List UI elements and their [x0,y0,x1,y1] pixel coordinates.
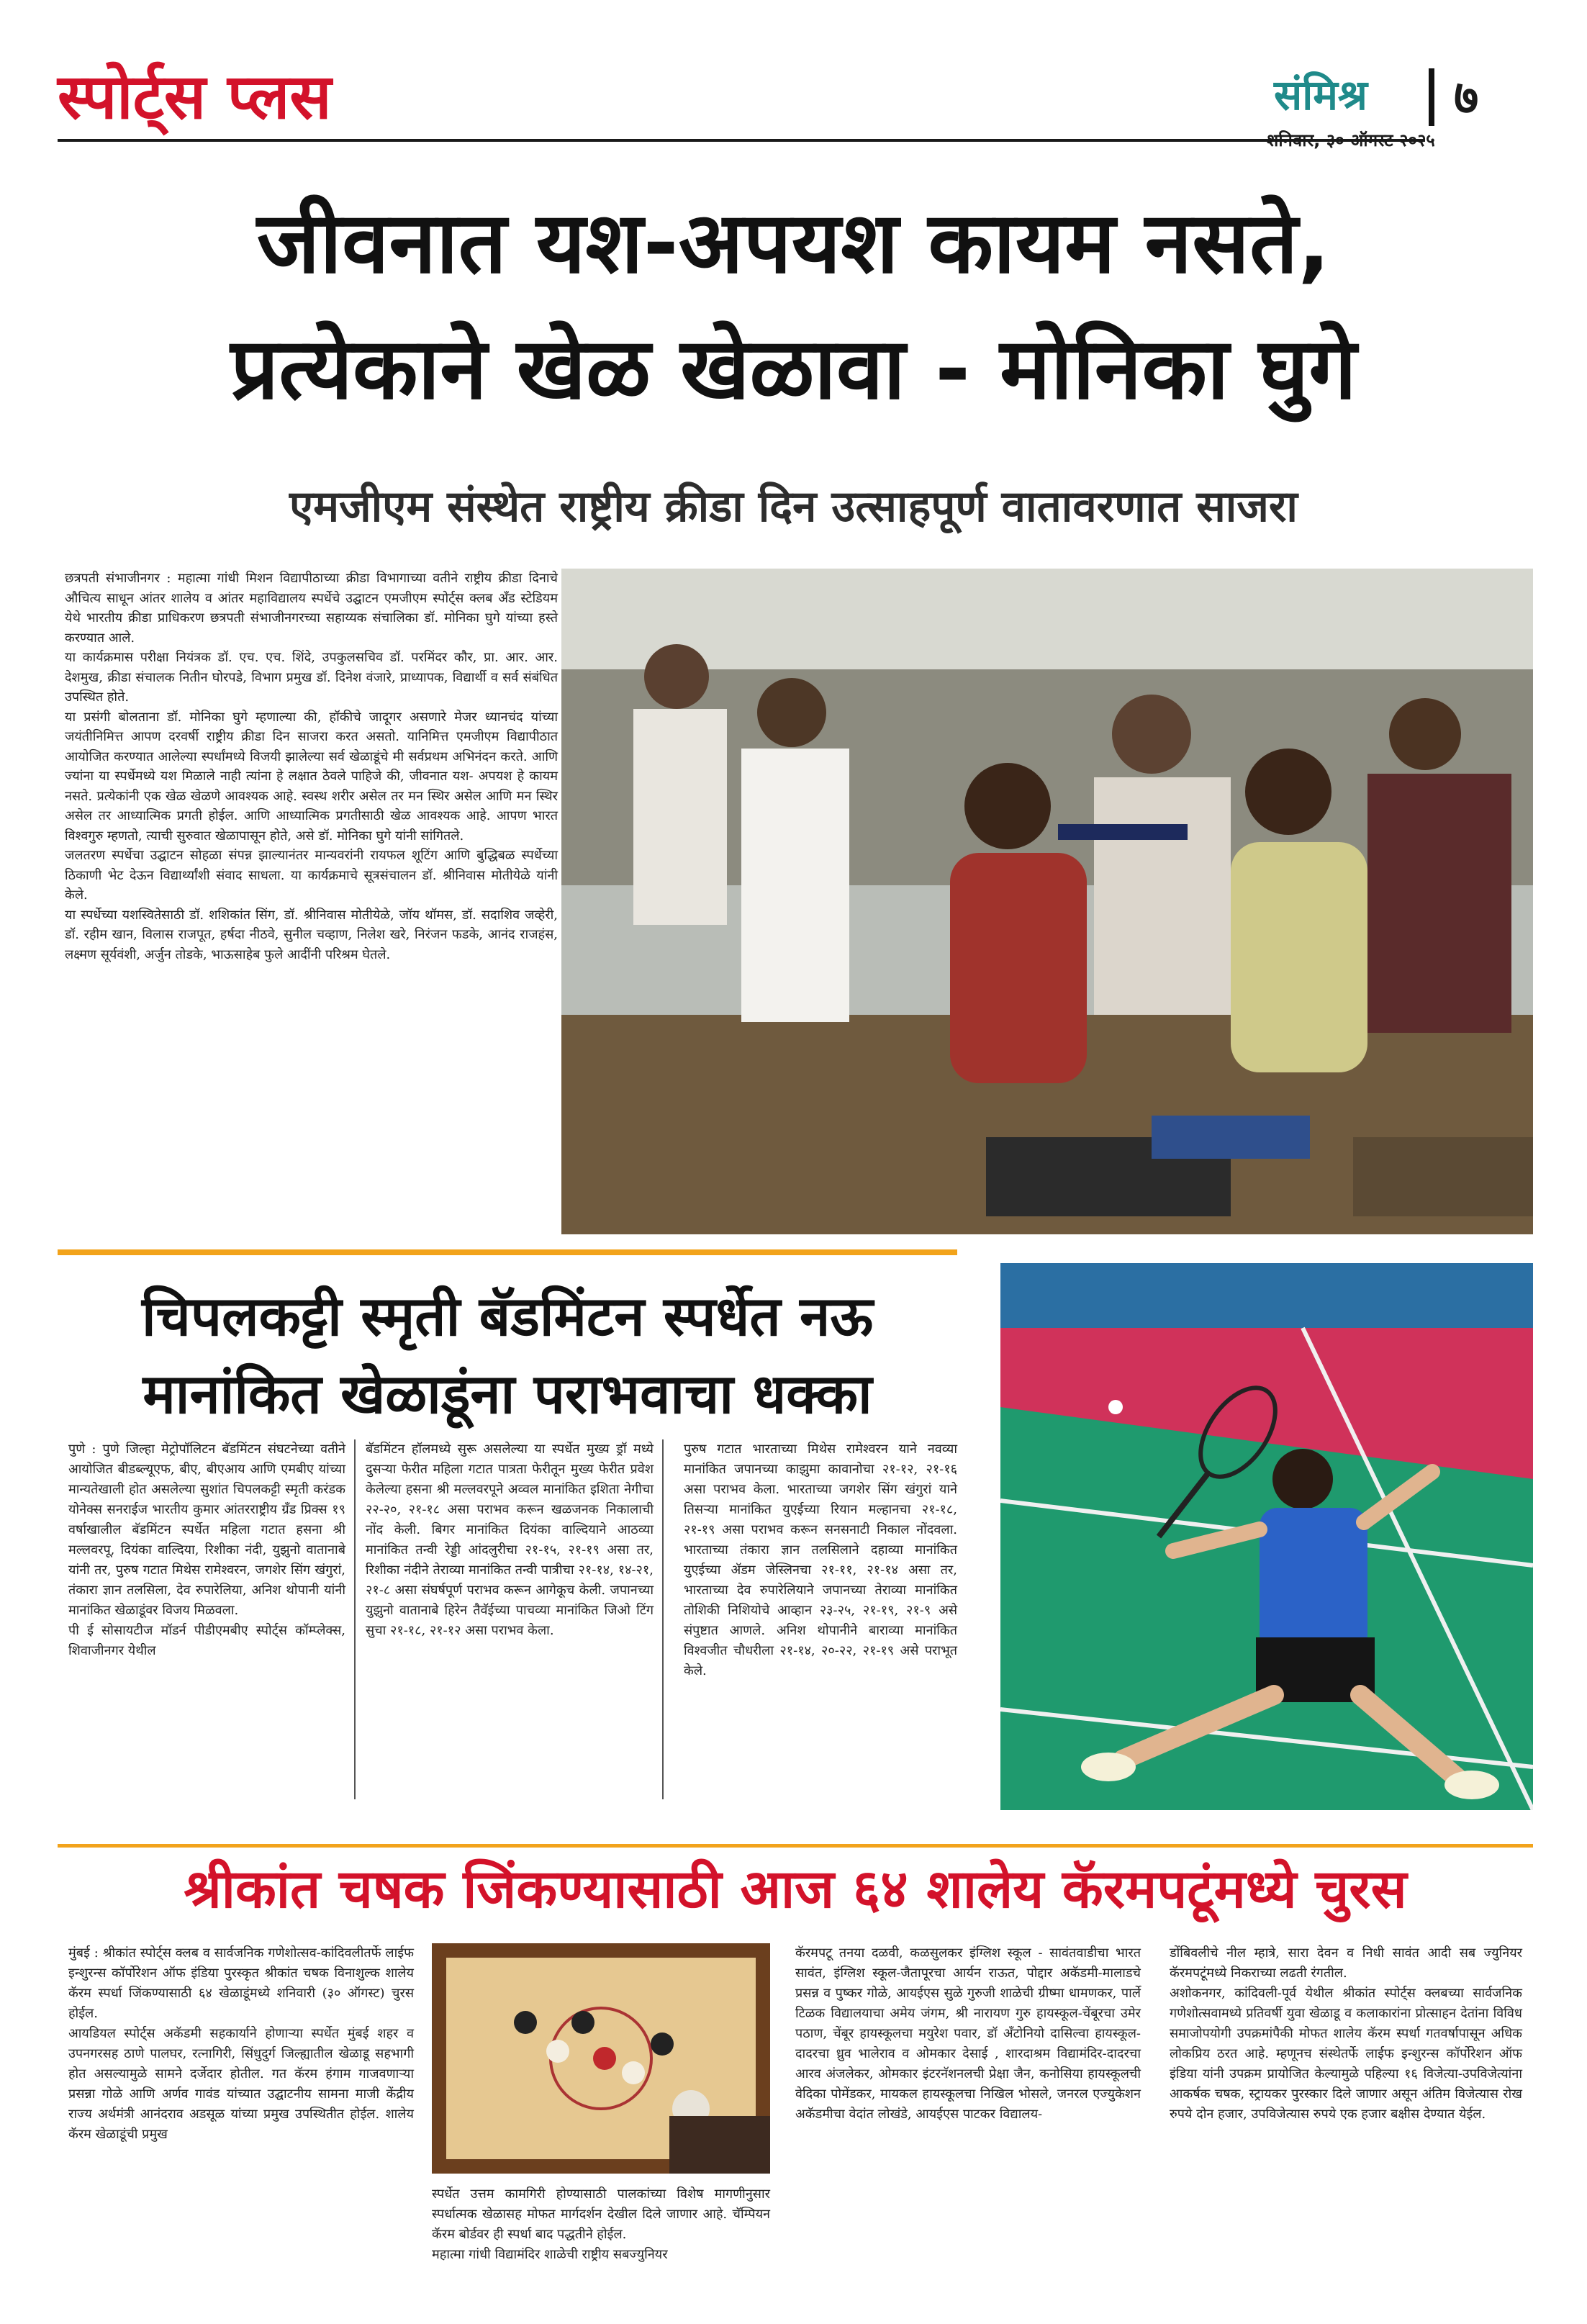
story2-photo-badminton [1000,1263,1533,1810]
story2-headline: चिपलकट्टी स्मृती बॅडमिंटन स्पर्धेत नऊ मानांकित खेळाडूंना पराभवाचा धक्का [141,1284,873,1426]
story3-col2: स्पर्धेत उत्तम कामगिरी होण्यासाठी पालकांच्या विशेष मागणीनुसार स्पर्धात्मक खेळासह मोफत मार्गदर्शन देखील दिले जाणार आहे. चॅम्पियन कॅरम बोर्डवर ही स्पर्धा बाद पद्धतीने होईल. महात्मा गांधी विद्यामंदिर शाळेची राष्ट्रीय सबज्युनियर [432,2187,770,2262]
category-label: संमिश्र [1274,71,1367,119]
issue-date: शनिवार, ३० ऑगस्ट २०२५ [1267,130,1435,150]
story2-col2: बॅडमिंटन हॉलमध्ये सुरू असलेल्या या स्पर्धेत मुख्य ड्रॉ मध्ये दुसऱ्या फेरीत महिला गटात पात्रता फेरीतून मुख्य फेरीत प्रवेश केलेल्या हसना श्री मल्लवरपूने अव्वल मानांकित इशिता नेगीचा २२-२०, २१-१८ असा पराभव करून खळजनक निकालाची नोंद केली. बिगर मानांकित दियंका वाल्दियाने आठव्या मानांकित तन्वी रेड्डी आंदलुरीचा २१-१५, २१-१९ असा तर, रिशीका नंदीने तेराव्या मानांकित तन्वी पात्रीचा २१-१४, १४-२१, २१-८ असा संघर्षपूर्ण पराभव करून आगेकूच केली. जपानच्या युझुनो वातानाबे हिरेन तैवॅईच्या पाचव्या मानांकित जिओ टिंग सुचा २१-१८, २१-१२ असा पराभव केला. [366,1442,654,1638]
story3-photo-carrom [432,1943,770,2174]
masthead-divider [1429,68,1434,126]
masthead-rule [58,139,1425,142]
section-title: स्पोर्ट्स प्लस [58,61,332,133]
story1-divider [58,1249,957,1255]
story2-divider [58,1844,1533,1848]
story3-col3: कॅरमपटू तनया दळवी, कळसुलकर इंग्लिश स्कूल - सावंतवाडीचा भारत सावंत, इंग्लिश स्कूल-जैतापूरचा आर्यन राऊत, पोद्दार अकॅडमी-मालाडचे प्रसन्न व पुष्कर गोळे, आयईएस सुळे गुरुजी शाळेची ग्रीष्मा धामणकर, पार्ले टिळक विद्यालयाचा अमेय जंगम, श्री नारायण गुरु हायस्कूल-चेंबूरचा उमेर पठाण, चेंबूर हायस्कूलचा मयुरेश पवार, डॉ अँटोनियो दासिल्वा हायस्कूल-दादरचा ध्रुव भालेराव व ओमकार देसाई , शारदाश्रम विद्यामंदिर-दादरचा आरव अंजलेकर, ओमकार इंटरनॅशनलची प्रेक्षा जैन, कनोसिया हायस्कूलची वेदिका पोमेंडकर, मायकल हायस्कूलचा निखिल भोसले, जनरल एज्युकेशन अकॅडमीचा वेदांत लोखंडे, आयईएस पाटकर विद्यालय- [795,1945,1141,2122]
story2-col3: पुरुष गटात भारताच्या मिथेस रामेश्वरन याने नवव्या मानांकित जपानच्या काझुमा कावानोचा २१-१२, २१-१६ असा पराभव केला. भारताच्या जगशेर सिंग खंगुरां याने तिसऱ्या मानांकित युएईच्या रियान मल्हानचा २१-१८, २१-१९ असा पराभव करून सनसनाटी निकाल नोंदवला. भारताच्या तंकारा ज्ञान तलसिलाने दहाव्या मानांकित युएईच्या ॲडम जेस्लिनचा २१-११, २१-१४ असा तर, भारताच्या देव रुपारेलियाने जपानच्या तेराव्या मानांकित तोशिकी निशियोचे आव्हान २३-२५, २१-१९, २१-९ असे संपुष्टात आणले. अनिश थोपानीने बाराव्या मानांकित विश्वजीत चौधरीला २१-१४, २०-२२, २१-१९ असे पराभूत केले. [684,1442,957,1678]
story2-col-divider-2 [662,1439,664,1799]
story3-headline: श्रीकांत चषक जिंकण्यासाठी आज ६४ शालेय कॅरमपटूंमध्ये चुरस [184,1858,1407,1920]
story2-col-divider-1 [354,1439,356,1799]
page-number: ७ [1454,70,1479,125]
story1-body: छत्रपती संभाजीनगर : महात्मा गांधी मिशन विद्यापीठाच्या क्रीडा विभागाच्या वतीने राष्ट्रीय क्रीडा दिनाचे औचित्य साधून आंतर शालेय व आंतर महाविद्यालय स्पर्धेचे उद्घाटन एमजीएम स्पोर्ट्स क्लब अँड स्टेडियम येथे भारतीय क्रीडा प्राधिकरण छत्रपती संभाजीनगरच्या सहाय्यक संचालिका डॉ. मोनिका घुगे यांच्या हस्ते करण्यात आले. या कार्यक्रमास परीक्षा नियंत्रक डॉ. एच. एच. शिंदे, उपकुलसचिव डॉ. परमिंदर कौर, प्रा. आर. आर. देशमुख, क्रीडा संचालक नितीन घोरपडे, विभाग प्रमुख डॉ. दिनेश वंजारे, प्राध्यापक, विद्यार्थी व सर्व संबंधित उपस्थित होते. या प्रसंगी बोलताना डॉ. मोनिका घुगे म्हणाल्या की, हॉकीचे जादूगर असणारे मेजर ध्यानचंद यांच्या जयंतीनिमित्त आपण दरवर्षी राष्ट्रीय क्रीडा दिन साजरा करत असतो. यानिमित्त एमजीएम विद्यापीठात आयोजित करण्यात आलेल्या स्पर्धांमध्ये विजयी झालेल्या सर्व खेळाडूंचे मी सर्वप्रथम अभिनंदन करते. आणि ज्यांना या स्पर्धेमध्ये यश मिळाले नाही त्यांना हे लक्षात ठेवले पाहिजे की, जीवनात यश- अपयश हे कायम नसते. प्रत्येकांनी एक खेळ खेळणे आवश्यक आहे. स्वस्थ शरीर असेल तर मन स्थिर असेल आणि मन स्थिर असेल तर आध्यात्मिक प्रगती होईल. आणि आध्यात्मिक प्रगतीसाठी खेळ आवश्यक आहे. आपण भारत विश्वगुरु म्हणतो, त्याची सुरुवात खेळापासून होते, असे डॉ. मोनिका घुगे यांनी सांगितले. जलतरण स्पर्धेचा उद्घाटन सोहळा संपन्न झाल्यानंतर मान्यवरांनी रायफल शूटिंग आणि बुद्धिबळ स्पर्धेच्या ठिकाणी भेट देऊन विद्यार्थ्यांशी संवाद साधला. या कार्यक्रमाचे सूत्रसंचालन डॉ. श्रीनिवास मोतीयेळे यांनी केले. या स्पर्धेच्या यशस्वितेसाठी डॉ. शशिकांत सिंग, डॉ. श्रीनिवास मोतीयेळे, जॉय थॉमस, डॉ. सदाशिव जव्हेरी, डॉ. रहीम खान, विलास राजपूत, हर्षदा नीठवे, सुनील चव्हाण, निलेश खरे, निरंजन फडके, आनंद राजहंस, लक्ष्मण सूर्यवंशी, अर्जुन तोडके, भाऊसाहेब फुले आदींनी परिश्रम घेतले. [65,571,558,962]
story1-subhead: एमजीएम संस्थेत राष्ट्रीय क्रीडा दिन उत्साहपूर्ण वातावरणात साजरा [289,481,1298,532]
story2-col1: पुणे : पुणे जिल्हा मेट्रोपॉलिटन बॅडमिंटन संघटनेच्या वतीने आयोजित बीडब्ल्यूएफ, बीए, बीएआय आणि एमबीए यांच्या मान्यतेखाली होत असलेल्या सुशांत चिपलकट्टी स्मृती करंडक योनेक्स सनराईज भारतीय कुमार आंतरराष्ट्रीय ग्रँड प्रिक्स १९ वर्षाखालील बॅडमिंटन स्पर्धेत महिला गटात हसना श्री मल्लवरपू, दियंका वाल्दिया, रिशीका नंदी, युझुनो वातानाबे यांनी तर, पुरुष गटात मिथेस रामेश्वरन, जगशेर सिंग खंगुरां, तंकारा ज्ञान तलसिला, देव रुपारेलिया, अनिश थोपानी यांनी मानांकित खेळाडूंवर विजय मिळवला. पी ई सोसायटीज मॉडर्न पीडीएमबीए स्पोर्ट्स कॉम्प्लेक्स, शिवाजीनगर येथील [68,1442,345,1658]
story1-headline: जीवनात यश-अपयश कायम नसते, प्रत्येकाने खेळ खेळावा - मोनिका घुगे [230,193,1357,418]
story3-col4: डोंबिवलीचे नील म्हात्रे, सारा देवन व निधी सावंत आदी सब ज्युनियर कॅरमपटूंमध्ये निकराच्या लढती रंगतील. अशोकनगर, कांदिवली-पूर्व येथील श्रीकांत स्पोर्ट्स क्लबच्या सार्वजनिक गणेशोत्सवामध्ये प्रतिवर्षी युवा खेळाडू व कलाकारांना प्रोत्साहन देतांना विविध समाजोपयोगी उपक्रमांपैकी मोफत शालेय कॅरम स्पर्धा गतवर्षापासून अधिक लोकप्रिय ठरत आहे. म्हणूनच संस्थेतर्फे लाईफ इन्शुरन्स कॉर्पोरेशन ऑफ इंडिया यांनी उपक्रम प्रायोजित केल्यामुळे पहिल्या १६ विजेत्या-उपविजेत्यांना आकर्षक चषक, स्ट्रायकर पुरस्कार दिले जाणार असून अंतिम विजेत्यास रोख रुपये दोन हजार, उपविजेत्यास रुपये एक हजार बक्षीस देण्यात येईल. [1170,1945,1522,2122]
story1-photo-rifle-shooting [561,569,1533,1234]
story3-col1: मुंबई : श्रीकांत स्पोर्ट्स क्लब व सार्वजनिक गणेशोत्सव-कांदिवलीतर्फे लाईफ इन्शुरन्स कॉर्पोरेशन ऑफ इंडिया पुरस्कृत श्रीकांत चषक विनाशुल्क शालेय कॅरम स्पर्धा जिंकण्यासाठी ६४ खेळाडूंमध्ये शनिवारी (३० ऑगस्ट) चुरस होईल. आयडियल स्पोर्ट्स अकॅडमी सहकार्याने होणाऱ्या स्पर्धेत मुंबई शहर व उपनगरसह ठाणे पालघर, रत्नागिरी, सिंधुदुर्ग जिल्ह्यातील खेळाडू सहभागी होत असल्यामुळे सामने दर्जेदार होतील. गत कॅरम हंगाम गाजवणाऱ्या प्रसन्ना गोळे आणि अर्णव गावंड यांच्यात उद्घाटनीय सामना माजी केंद्रीय राज्य अर्थमंत्री आनंदराव अडसूळ यांच्या प्रमुख उपस्थितीत होईल. शालेय कॅरम खेळाडूंची प्रमुख [68,1945,414,2142]
